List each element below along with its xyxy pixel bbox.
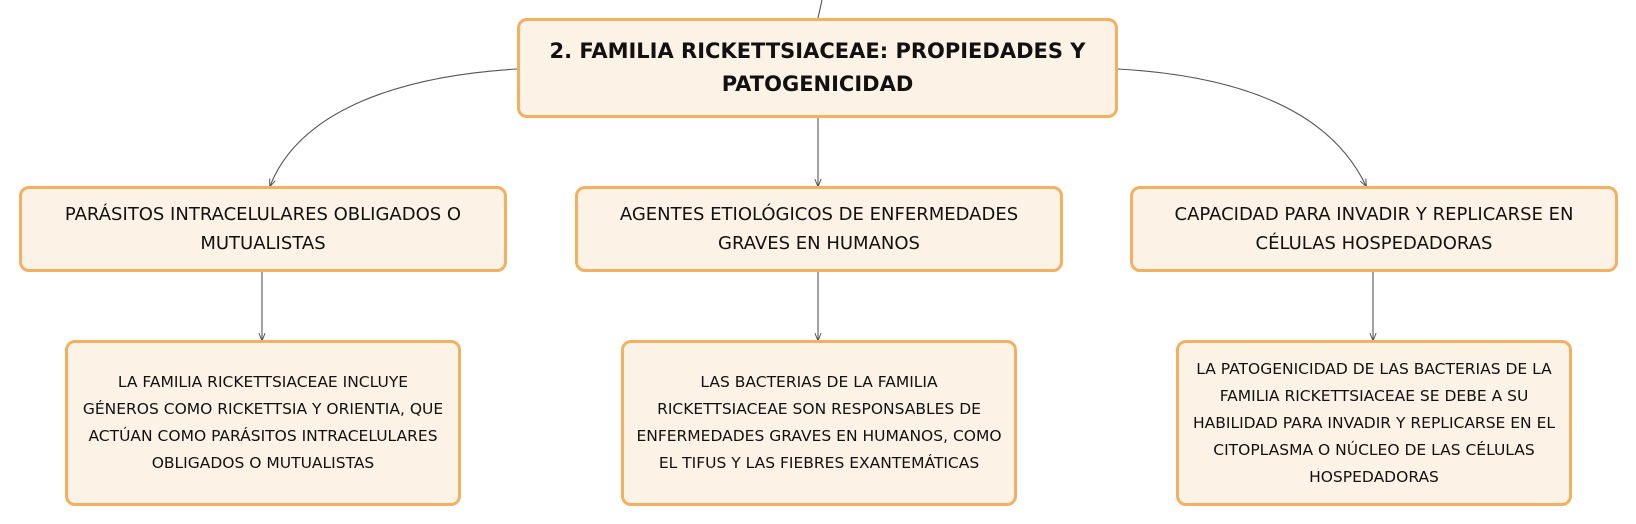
branch-node-etiologic-agents[interactable] (575, 186, 1063, 272)
detail-text: LA PATOGENICIDAD DE LAS BACTERIAS DE LA FAMILIA RICKETTSIACEAE SE DEBE A SU HABILIDAD PARA INVADIR Y REPLICARSE EN EL CITOPLASMA O NÚCLEO DE LAS CÉLULAS HOSPEDADORAS (1192, 359, 1556, 486)
detail-text: LAS BACTERIAS DE LA FAMILIA RICKETTSIACEAE SON RESPONSABLES DE ENFERMEDADES GRAVES EN HUMANOS, COMO EL TIFUS Y LAS FIEBRES EXANTEMÁTICAS (636, 373, 1002, 472)
branch-node-obligate-parasites[interactable] (19, 186, 507, 272)
root-topic-label: 2. FAMILIA RICKETTSIACEAE: PROPIEDADES Y PATOGENICIDAD (549, 39, 1086, 96)
branch-label: CAPACIDAD PARA INVADIR Y REPLICARSE EN CÉLULAS HOSPEDADORAS (1174, 204, 1574, 254)
connector-incoming-root (818, 0, 822, 18)
branch-label: PARÁSITOS INTRACELULARES OBLIGADOS O MUTUALISTAS (64, 204, 462, 254)
connector-root-to-branch-3 (1118, 69, 1366, 186)
detail-node-etiologic-agents[interactable] (621, 340, 1017, 506)
detail-text: LA FAMILIA RICKETTSIACEAE INCLUYE GÉNEROS COMO RICKETTSIA Y ORIENTIA, QUE ACTÚAN COMO PARÁSITOS INTRACELULARES OBLIGADOS O MUTUALISTAS (82, 373, 444, 472)
detail-node-invasion-capacity[interactable] (1176, 340, 1572, 506)
connector-root-to-branch-1 (270, 69, 517, 186)
root-topic-node[interactable] (517, 18, 1118, 118)
branch-node-invasion-capacity[interactable] (1130, 186, 1618, 272)
detail-node-obligate-parasites[interactable] (65, 340, 461, 506)
branch-label: AGENTES ETIOLÓGICOS DE ENFERMEDADES GRAVES EN HUMANOS (619, 204, 1019, 254)
